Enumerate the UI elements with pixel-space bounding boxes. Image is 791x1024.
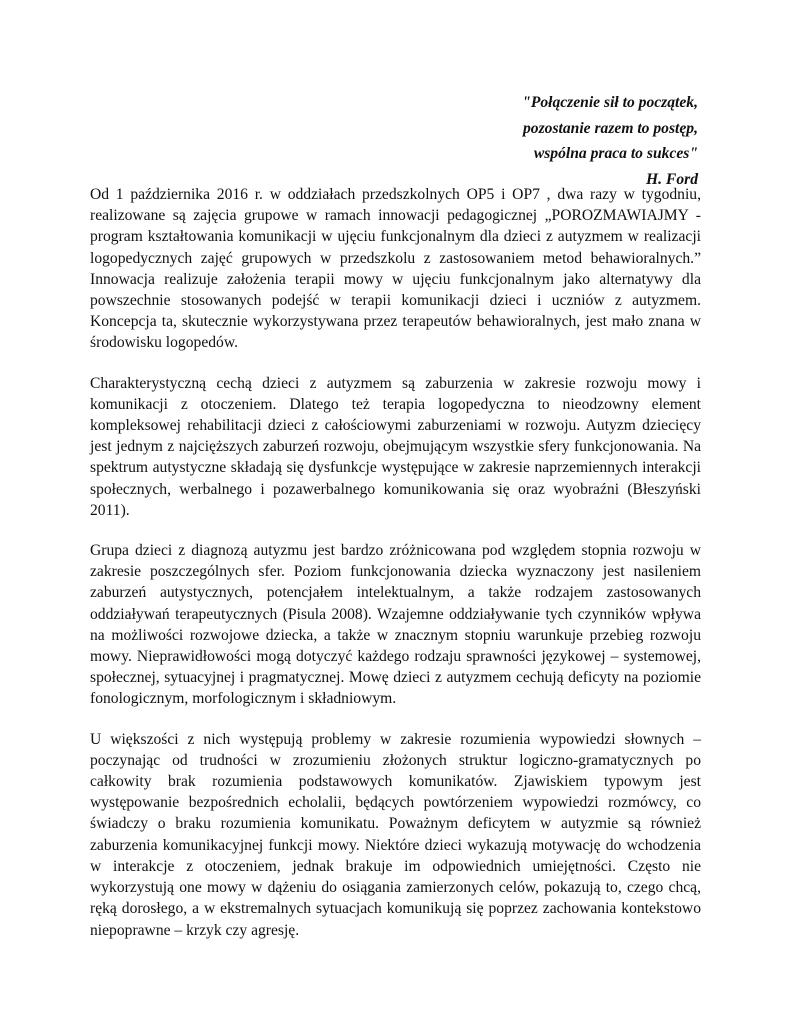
document-body [90, 184, 701, 941]
quote-author: H. Ford [646, 170, 698, 188]
quote-line-3: wspólna praca to sukces" [533, 145, 698, 162]
paragraph-3: Grupa dzieci z diagnozą autyzmu jest bardzo zróżnicowana pod względem stopnia rozwoju w zakresie poszczególnych sfer. Poziom funkcjonowania dziecka wyznaczony jest nasileniem zaburzeń autystycznych, potencjałem intelektualnym, a także rodzajem zastosowanych oddziaływań terapeutycznych (Pisula 2008). Wzajemne oddziaływanie tych czynników wpływa na możliwości rozwojowe dziecka, a także w znacznym stopniu warunkuje przebieg rozwoju mowy. Nieprawidłowości mogą dotyczyć każdego rodzaju sprawności językowej – systemowej, społecznej, sytuacyjnej i pragmatycznej. Mowę dzieci z autyzmem cechują deficyty na poziomie fonologicznym, morfologicznym i składniowym. [90, 542, 701, 708]
paragraph-2: Charakterystyczną cechą dzieci z autyzmem są zaburzenia w zakresie rozwoju mowy i komunikacji z otoczeniem. Dlatego też terapia logopedyczna to nieodzowny element kompleksowej rehabilitacji dzieci z całościowymi zaburzeniami w rozwoju. Autyzm dziecięcy jest jednym z najcięższych zaburzeń rozwoju, obejmującym wszystkie sfery funkcjonowania. Na spektrum autystyczne składają się dysfunkcje występujące w zakresie naprzemiennych interakcji społecznych, werbalnego i pozawerbalnego komunikowania się oraz wyobraźni (Błeszyński 2011). [90, 374, 701, 519]
paragraph-1: Od 1 października 2016 r. w oddziałach przedszkolnych OP5 i OP7 , dwa razy w tygodniu, realizowane są zajęcia grupowe w ramach innowacji pedagogicznej „POROZMAWIAJMY - program kształtowania komunikacji w ujęciu funkcjonalnym dla dzieci z autyzmem w realizacji logopedycznych zajęć grupowych w przedszkolu z zastosowaniem metod behawioralnych.” Innowacja realizuje założenia terapii mowy w ujęciu funkcjonalnym jako alternatywy dla powszechnie stosowanych podejść w terapii komunikacji dzieci i uczniów z autyzmem. Koncepcja ta, skutecznie wykorzystywana przez terapeutów behawioralnych, jest mało znana w środowisku logopedów. [90, 186, 701, 352]
quote-line-1: "Połączenie sił to początek, [522, 94, 698, 111]
epigraph-quote [298, 90, 698, 192]
paragraph-4: U większości z nich występują problemy w zakresie rozumienia wypowiedzi słownych – poczynając od trudności w zrozumieniu złożonych struktur logiczno-gramatycznych po całkowity brak rozumienia podstawowych komunikatów. Zjawiskiem typowym jest występowanie bezpośrednich echolalii, będących powtórzeniem wypowiedzi rozmówcy, co świadczy o braku rozumienia komunikatu. Poważnym deficytem w autyzmie są również zaburzenia komunikacyjnej funkcji mowy. Niektóre dzieci wykazują motywację do wchodzenia w interakcje z otoczeniem, jednak brakuje im odpowiednich umiejętności. Często nie wykorzystują one mowy w dążeniu do osiągania zamierzonych celów, pokazują to, czego chcą, ręką dorosłego, a w ekstremalnych sytuacjach komunikują się poprzez zachowania kontekstowo niepoprawne – krzyk czy agresję. [90, 730, 701, 939]
quote-line-2: pozostanie razem to postęp, [522, 119, 698, 137]
